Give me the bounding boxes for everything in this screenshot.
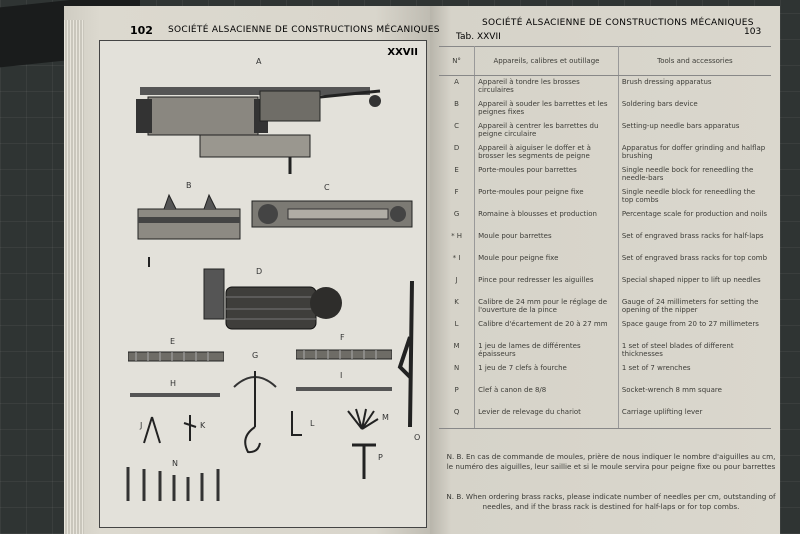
figure-label-n: N [172,459,178,468]
table-row [439,362,771,384]
table-row [439,274,771,296]
table-cell-code: N [439,362,475,384]
table-cell-code: B [439,98,475,120]
table-row [439,318,771,340]
table-row [439,406,771,429]
table-row [439,296,771,318]
table-cell-en: 1 set of 7 wrenches [621,364,691,372]
plate-number: XXVII [387,47,418,58]
table-cell-code: P [439,384,475,406]
figure-c-setting-up-apparatus [248,191,418,241]
table-cell-code: J [439,274,475,296]
table-label: Tab. XXVII [456,32,501,42]
table-cell-fr: Porte-moules pour peigne fixe [475,186,619,208]
figure-d-doffer-grinding-apparatus [196,263,346,343]
table-cell-en: Gauge of 24 millimeters for setting the opening of the nipper [621,298,759,315]
table-cell-fr: Calibre d'écartement de 20 à 27 mm [475,318,619,340]
table-cell-fr: Moule pour peigne fixe [475,252,619,274]
figure-o-lever [396,277,422,437]
figure-j-nipper [140,413,164,447]
figure-label-k: K [200,421,206,430]
table-cell-en: Set of engraved brass racks for half-laps [621,232,764,240]
table-cell-fr: Romaine à blousses et production [475,208,619,230]
figure-label-p: P [378,453,383,462]
table-cell-fr: Porte-moules pour barrettes [475,164,619,186]
figure-label-c: C [324,183,330,192]
table-cell-code: G [439,208,475,230]
figure-label-m: M [382,413,389,422]
table-cell-code: K [439,296,475,318]
column-header-code: N° [439,47,475,76]
table-cell-code: * H [439,230,475,252]
figure-label-g: G [252,351,259,360]
illustration-plate [99,40,427,528]
table-row [439,98,771,120]
table-cell-en: Brush dressing apparatus [621,78,712,86]
table-cell-code: C [439,120,475,142]
tools-table [439,46,771,429]
figure-label-d: D [256,267,263,276]
table-cell-fr: Levier de relevage du chariot [475,406,619,429]
figure-label-a: A [256,57,262,66]
table-row [439,186,771,208]
table-row [439,208,771,230]
table-row [439,164,771,186]
table-cell-code: D [439,142,475,164]
figure-label-i: I [340,371,343,380]
table-row [439,76,771,99]
table-row [439,120,771,142]
table-cell-code: M [439,340,475,362]
figure-label-b: B [186,181,192,190]
figure-e-needle-block [128,349,224,363]
table-cell-en: Setting-up needle bars apparatus [621,122,740,130]
page-edges [64,20,84,534]
table-cell-fr: Appareil à aiguiser le doffer et à brosser les segments de peigne [475,142,619,164]
table-cell-en: Set of engraved brass racks for top comb [621,254,768,262]
table-row [439,384,771,406]
table-cell-code: E [439,164,475,186]
table-cell-en: Space gauge from 20 to 27 millimeters [621,320,759,328]
figure-p-socket-wrench [350,441,378,481]
column-header-english: Tools and accessories [618,47,771,76]
figure-label-e: E [170,337,176,346]
table-cell-fr: 1 jeu de lames de différentes épaisseurs [475,340,619,362]
note-english: N. B. When ordering brass racks, please indicate number of needles per cm, outstanding of needles, and if the brass rack is destined for half-laps or for top combs. [446,492,776,511]
table-cell-en: Single needle bock for reneedling the needle-bars [621,166,754,183]
table-cell-fr: Calibre de 24 mm pour le réglage de l'ouverture de la pince [475,296,619,318]
table-row [439,340,771,362]
figure-b-soldering-device [134,189,244,269]
note-french: N. B. En cas de commande de moules, prière de nous indiquer le nombre d'aiguilles au cm, le numéro des aiguilles, leur saillie et si le moule servira pour peigne fixe ou pour barrettes [446,452,776,471]
table-cell-fr: Appareil à tondre les brosses circulaires [475,76,619,99]
column-header-french: Appareils, calibres et outillage [475,47,619,76]
table-cell-en: Soldering bars device [621,100,698,108]
table-cell-code: * I [439,252,475,274]
figure-h-brass-rack [130,391,220,399]
figure-label-l: L [310,419,315,428]
figure-m-blades [344,407,380,431]
table-cell-fr: Appareil à souder les barrettes et les peignes fixes [475,98,619,120]
figure-g-percentage-scale [230,357,280,457]
table-cell-en: Single needle block for reneedling the top combs [621,188,756,205]
table-cell-en: Socket-wrench 8 mm square [621,386,722,394]
table-cell-code: A [439,76,475,99]
table-row [439,230,771,252]
table-cell-en: 1 set of steel blades of different thicknesses [621,342,734,359]
table-cell-code: F [439,186,475,208]
table-cell-en: Apparatus for doffer grinding and halflap brushing [621,144,766,161]
table-cell-en: Percentage scale for production and noils [621,210,768,218]
table-row [439,252,771,274]
figure-label-j: J [140,421,143,430]
figure-a-brush-dressing-apparatus [130,69,390,179]
left-page-number: 102 [130,24,153,37]
right-page-number: 103 [744,27,762,37]
table-cell-fr: Clef à canon de 8/8 [475,384,619,406]
figure-label-f: F [340,333,345,342]
table-cell-fr: 1 jeu de 7 clefs à fourche [475,362,619,384]
table-cell-fr: Pince pour redresser les aiguilles [475,274,619,296]
figure-label-o: O [414,433,421,442]
figure-l-space-gauge [286,409,306,439]
table-cell-code: L [439,318,475,340]
left-page-header: SOCIÉTÉ ALSACIENNE DE CONSTRUCTIONS MÉCANIQUES [168,25,440,35]
table-cell-fr: Appareil à centrer les barrettes du peigne circulaire [475,120,619,142]
table-cell-en: Carriage uplifting lever [618,406,771,429]
figure-label-h: H [170,379,177,388]
table-row [439,142,771,164]
table-cell-en: Special shaped nipper to lift up needles [621,276,761,284]
table-cell-fr: Moule pour barrettes [475,230,619,252]
figure-f-needle-block [296,347,392,361]
right-page-header: SOCIÉTÉ ALSACIENNE DE CONSTRUCTIONS MÉCANIQUES [482,18,754,28]
table-cell-code: Q [439,406,475,429]
figure-i-brass-rack [296,385,392,393]
figure-k-gauge [180,413,200,443]
